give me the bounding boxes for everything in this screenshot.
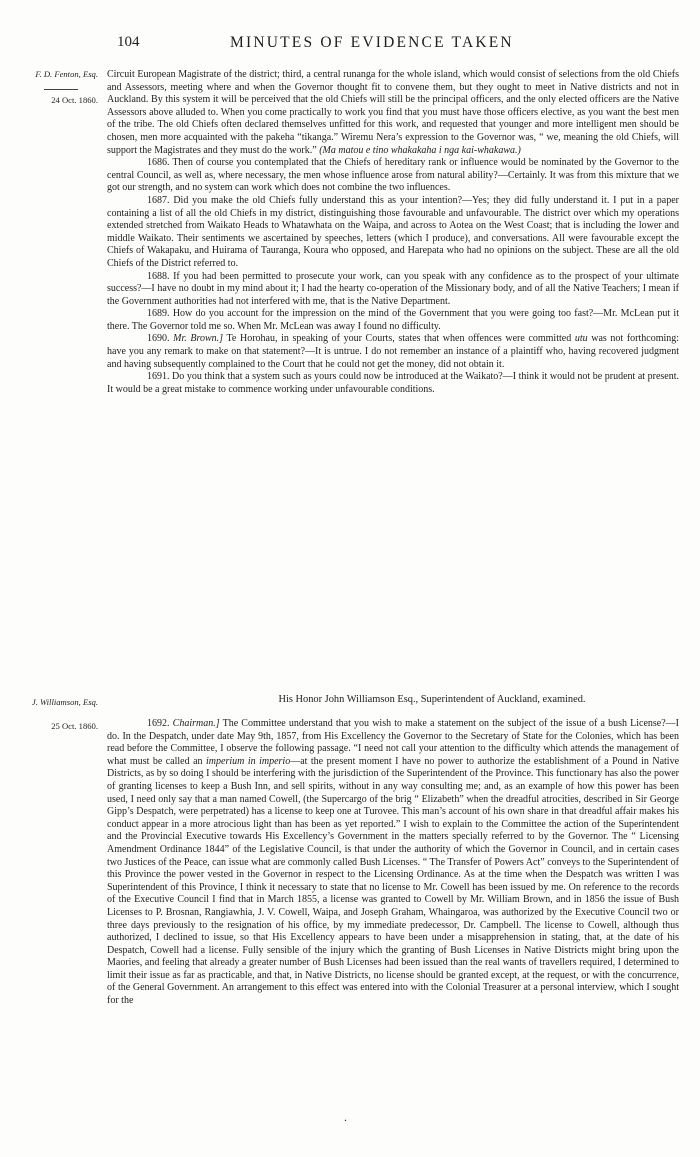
margin-note-williamson-date [0, 720, 98, 733]
question-1686: 1686. Then of course you contemplated that the Chiefs of hereditary rank or influence would be nominated by the Governor to the central Council, as well as, where necessary, the men whose influence arose from natural ability?—Certainly. It was from this mixture that we got our strength, and no system can work which does not combine the two influences. [107, 157, 679, 194]
question-1690: 1690. Mr. Brown.] Te Horohau, in speaking of your Courts, states that when offences were committed utu was not forthcoming: have you any remark to make on that statement?—It is untrue. I do not remember an instance of a plaintiff who, having recovered judgment and having subsequently complained to the Court that he could not get the money, did not obtain it. [107, 333, 680, 370]
question-1691: 1691. Do you think that a system such as yours could now be introduced at the Waikato?—I think it would not be prudent at present. It would be a great mistake to commence working under unfavourable conditions. [107, 371, 679, 395]
page-header [0, 34, 700, 54]
witness-date-williamson: 25 Oct. 1860. [51, 721, 98, 731]
witness-date-fenton: 24 Oct. 1860. [51, 95, 98, 105]
margin-rule [0, 81, 98, 94]
witness-heading: His Honor John Williamson Esq., Superintendent of Auckland, examined. [278, 694, 586, 705]
page-number: 104 [117, 34, 140, 50]
question-1692: 1692. Chairman.] The Committee understand that you wish to make a statement on the subject of the issue of a bush License?—I do. In the Despatch, under date May 9th, 1857, from His Excellency the Governor to the Secretary of State for the Colonies, which has been read before the Committee, I observe the following passage. “I need not call your attention to the difficulty which attends the management of what must be called an imperium in imperio—at the present moment I have no power to authorize the establishment of a Pound in Native Districts, as by so doing I should be interfering with the jurisdiction of the Superintendent of the Province. This functionary has also the power of granting licenses to keep a Bush Inn, and sell spirits, without in any way consulting me; and, as an example of how this power has been used, I need only say that a man named Cowell, (the Supercargo of the brig “ Elizabeth” when the dreadful atrocities, described in Sir George Gipp’s Despatch, were perpetrated) has a license to keep one at Turovee. This man’s account of his own share in that dreadful affair makes his conduct appear in a more atrocious light than has been as yet reported.” I wish to explain to the Committee the action of the Superintendent and the Provincial Executive towards His Excellency’s Government in the matters specially referred to by the Governor. The “ Licensing Amendment Ordinance 1844” of the Legislative Council, is that under the authority of which the Governor in Council, and in certain cases two Justices of the Peace, can issue what are commonly called Bush Licenses. “ The Transfer of Powers Act” conveys to the Superintendent of this Province the power vested in the Governor in respect to the Licensing Ordinance. As at the time when the Despatch was written I was Superintendent of this Province, I think it necessary to state that no license to Mr. Cowell has been issued by me. On reference to the records of the Executive Council I find that in March 1855, a license was granted to Cowell by Mr. William Brown, and in 1856 the issue of Bush Licenses to P. Brosnan, Rangiawhia, J. V. Cowell, Waipa, and Joseph Graham, Whaingaroa, was authorized by the Executive Council two or three days previously to the resignation of his office, by my immediate predecessor, Dr. Campbell. The license to Cowell, although thus authorized, I declined to issue, so that His Excellency appears to have been under a misapprehension in stating, that, at the date of his Despatch, Cowell had a license. Fully sensible of the injury which the granting of Bush Licenses in Native Districts might bring upon the Maories, and feeling that already a greater number of Bush Licenses had been issued than the real wants of travellers required, I determined to limit their issue as far as practicable, and that, in Native Districts, no license should be granted except, at the request, or with the concurrence, of the General Government. An arrangement to this effect was entered into with the Colonial Treasurer at a personal interview, which I sought for the [107, 718, 680, 1007]
page-title: MINUTES OF EVIDENCE TAKEN [230, 34, 514, 51]
question-1687: 1687. Did you make the old Chiefs fully understand this as your intention?—Yes; they did fully understand it. I put in a paper containing a list of all the old Chiefs in my district, distinguishing those favourable and unfavourable. The district over which my operations extended stretched from Waikato Heads to Whatawhata on the Waipa, and across to Aotea on the West Coast; that is including the lower and middle Waikato. Their sentiments we ascertained by speeches, letters (which I produce), and conversations. All were favourable except the Chiefs of Wakapaku, and Huirama of Tauranga, Koura who opposed, and Harepata who had no opinions on the subject. These are all the old Chiefs of the District referred to. [107, 194, 679, 269]
paragraph-continued: Circuit European Magistrate of the district; third, a central runanga for the whole island, which would consist of selections from the old Chiefs and Assessors, meeting where and when the Governor thought fit to convene them, but they ought to meet in Native districts and not in Auckland. By this system it will be perceived that the old Chiefs will still be the principal officers, and the only elected officers are the Native Assessors above alluded to. When you come practically to work you find that you must have those officers elective, as you want the best men of the tribe. The old Chiefs often declared themselves unfitted for this work, and requested that younger and more intelligent men should be chosen, men more acquainted with the pakeha “tikanga.” Wiremu Nera’s expression to the Governor was, “ we, meaning the old Chiefs, will support the Magistrates and they must do the work.” (Ma matou e tino whakakaha i nga kai-whakawa.) [107, 69, 679, 156]
margin-note-fenton [0, 68, 98, 107]
question-1689: 1689. How do you account for the impression on the mind of the Government that you were going too fast?—Mr. McLean put it there. The Governor told me so. When Mr. McLean was away I found no difficulty. [107, 308, 679, 332]
footer-mark: . [344, 1110, 347, 1124]
witness-name-williamson: J. Williamson, Esq. [31, 697, 98, 707]
maori-quote: (Ma matou e tino whakakaha i nga kai-whakawa.) [319, 144, 521, 156]
question-1688: 1688. If you had been permitted to prosecute your work, can you speak with any confidence as to the prospect of your ultimate success?—I have no doubt in my mind about it; I had the hearty co-operation of the Missionary body, and of all the Native Teachers; I mean if the Government authorities had not interfered with me, that is the Native Department. [107, 270, 679, 307]
evidence-section-fenton [107, 69, 679, 396]
witness-name-fenton: F. D. Fenton, Esq. [35, 69, 98, 79]
evidence-section-williamson [107, 718, 679, 1008]
